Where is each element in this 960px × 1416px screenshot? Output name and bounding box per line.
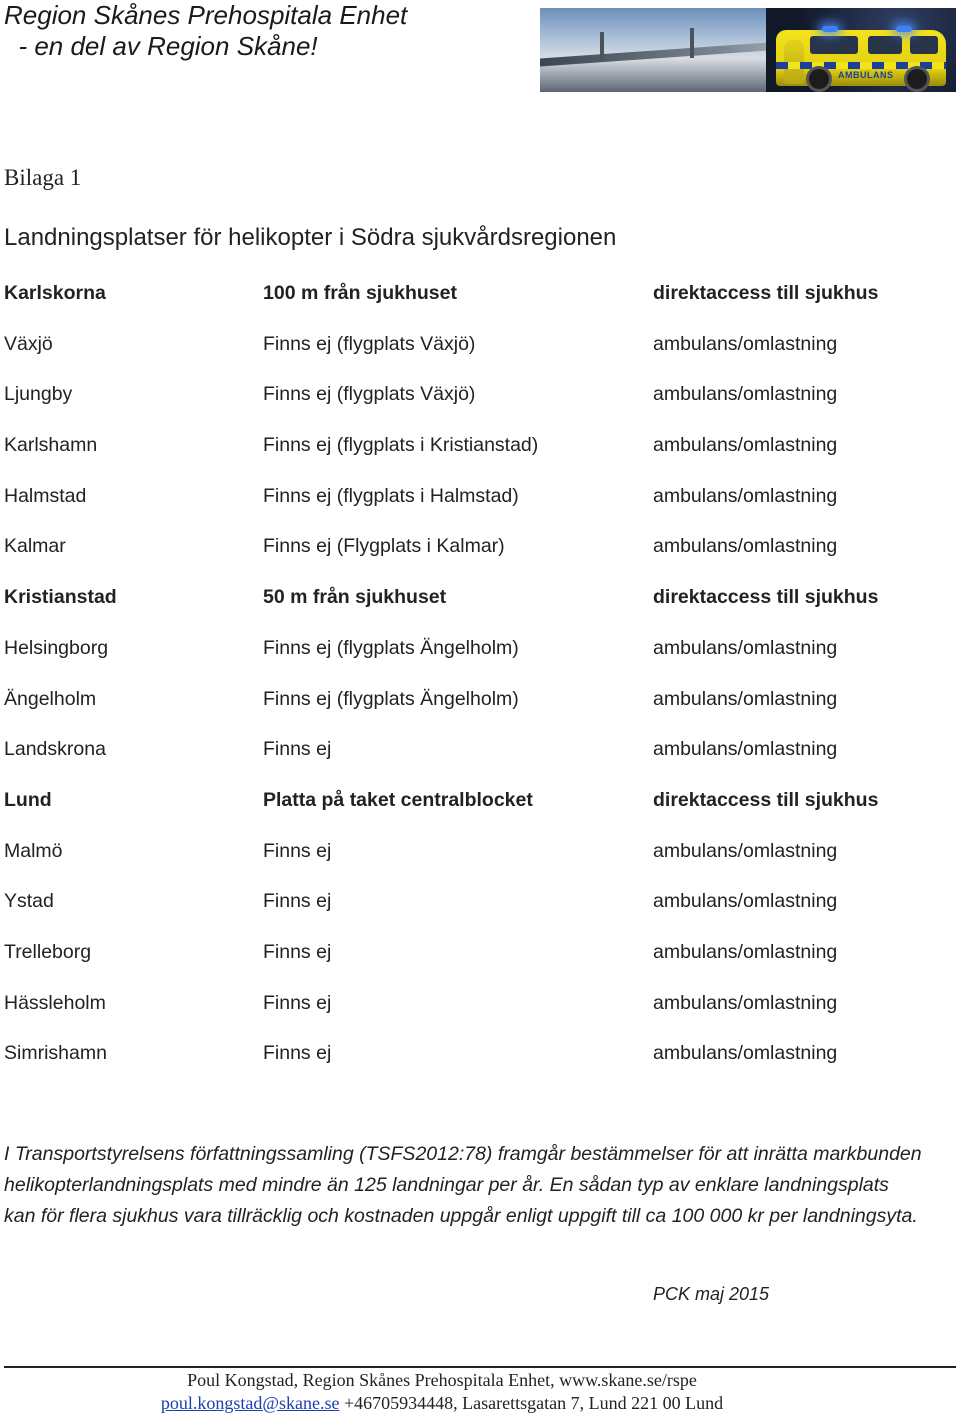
bridge-pylon xyxy=(690,28,694,58)
cell-location: Finns ej (flygplats Ängelholm) xyxy=(263,687,519,710)
page-title: Landningsplatser för helikopter i Södra sjukvårdsregionen xyxy=(4,224,617,251)
cell-access: ambulans/omlastning xyxy=(653,1042,838,1065)
table-row xyxy=(4,329,924,380)
header-title xyxy=(4,0,407,62)
cell-access: ambulans/omlastning xyxy=(653,383,838,406)
cell-access: ambulans/omlastning xyxy=(653,839,838,862)
cell-city: Landskrona xyxy=(4,738,106,761)
cell-access: ambulans/omlastning xyxy=(653,484,838,507)
landing-sites-table xyxy=(4,278,924,1089)
table-row xyxy=(4,886,924,937)
table-row xyxy=(4,785,924,836)
email-link[interactable]: poul.kongstad@skane.se xyxy=(160,1393,340,1413)
siren-light xyxy=(896,26,912,32)
cell-access: ambulans/omlastning xyxy=(653,738,838,761)
cell-access: ambulans/omlastning xyxy=(653,687,838,710)
cell-access: ambulans/omlastning xyxy=(653,991,838,1014)
table-row xyxy=(4,531,924,582)
cell-location: Finns ej (Flygplats i Kalmar) xyxy=(263,535,505,558)
footer-divider xyxy=(4,1366,956,1368)
cell-location: Finns ej xyxy=(263,839,332,862)
signature: PCK maj 2015 xyxy=(653,1284,770,1304)
cell-access: ambulans/omlastning xyxy=(653,636,838,659)
table-row xyxy=(4,836,924,887)
bridge-pylon xyxy=(600,32,604,60)
cell-location: Finns ej xyxy=(263,1042,332,1065)
table-row xyxy=(4,633,924,684)
cell-access: ambulans/omlastning xyxy=(653,434,838,457)
cell-access: direktaccess till sjukhus xyxy=(653,282,879,304)
ambulance-label: AMBULANS xyxy=(838,70,894,80)
cell-city: Ljungby xyxy=(4,383,73,406)
cell-city: Ystad xyxy=(4,890,54,913)
footer-line1: Poul Kongstad, Region Skånes Prehospitala Enhet, www.skane.se/rspe xyxy=(187,1370,697,1390)
cell-location: 50 m från sjukhuset xyxy=(263,586,447,609)
ambulance-window xyxy=(868,36,902,54)
cell-city: Malmö xyxy=(4,839,63,862)
cell-access: direktaccess till sjukhus xyxy=(653,788,879,811)
cell-location: Finns ej (flygplats Ängelholm) xyxy=(263,636,519,659)
table-row xyxy=(4,734,924,785)
cell-location: Finns ej (flygplats Växjö) xyxy=(263,383,476,406)
table-row xyxy=(4,988,924,1039)
cell-location: Platta på taket centralblocket xyxy=(263,788,533,811)
cell-access: direktaccess till sjukhus xyxy=(653,586,879,609)
table-row xyxy=(4,937,924,988)
header-title-line1: Region Skånes Prehospitala Enhet xyxy=(4,0,408,30)
cell-location: Finns ej xyxy=(263,991,332,1014)
table-row xyxy=(4,582,924,633)
wheel-graphic xyxy=(806,66,832,92)
table-row xyxy=(4,1038,924,1089)
header-photo-ambulance-bridge xyxy=(540,8,956,92)
cell-city: Simrishamn xyxy=(4,1042,107,1065)
cell-city: Hässleholm xyxy=(4,991,106,1014)
cell-access: ambulans/omlastning xyxy=(653,332,838,355)
cell-access: ambulans/omlastning xyxy=(653,890,838,913)
cell-city: Helsingborg xyxy=(4,636,109,659)
cell-city: Karlskorna xyxy=(4,282,106,304)
cell-location: Finns ej (flygplats Växjö) xyxy=(263,332,476,355)
header-title-line2: - en del av Region Skåne! xyxy=(4,31,318,61)
table-row xyxy=(4,430,924,481)
cell-city: Karlshamn xyxy=(4,434,98,457)
cell-location: Finns ej (flygplats i Halmstad) xyxy=(263,484,519,507)
table-row xyxy=(4,481,924,532)
cell-city: Ängelholm xyxy=(4,687,97,710)
cell-location: Finns ej (flygplats i Kristianstad) xyxy=(263,434,539,457)
appendix-label: Bilaga 1 xyxy=(4,165,82,190)
cell-location: Finns ej xyxy=(263,738,332,761)
footer xyxy=(0,1369,884,1415)
footer-contact: +46705934448, Lasarettsgatan 7, Lund 221 00 Lund xyxy=(339,1393,724,1413)
cell-city: Växjö xyxy=(4,332,53,355)
cell-location: Finns ej xyxy=(263,940,332,963)
ambulance-window xyxy=(910,36,938,54)
regulation-paragraph: I Transportstyrelsens författningssamling (TSFS2012:78) framgår bestämmelser för att inrätta markbunden helikopterlandningsplats med mindre än 125 landningar per år. En sådan typ av enklare landningsplats kan för flera sjukhus vara tillräcklig och kostnaden uppgår enligt uppgift till ca 100 000 kr per landningsyta. xyxy=(4,1143,922,1227)
wheel-graphic xyxy=(904,66,930,92)
table-row xyxy=(4,278,924,329)
siren-light xyxy=(822,26,838,32)
footer-line2 xyxy=(0,1392,884,1415)
ambulance-window xyxy=(810,36,858,54)
ambulance-graphic xyxy=(776,30,946,86)
cell-city: Kalmar xyxy=(4,535,66,558)
cell-city: Halmstad xyxy=(4,484,87,507)
cell-city: Kristianstad xyxy=(4,586,117,609)
cell-access: ambulans/omlastning xyxy=(653,535,838,558)
table-row xyxy=(4,379,924,430)
cell-access: ambulans/omlastning xyxy=(653,940,838,963)
cell-location: 100 m från sjukhuset xyxy=(263,282,457,304)
table-row xyxy=(4,684,924,735)
cell-location: Finns ej xyxy=(263,890,332,913)
cell-city: Trelleborg xyxy=(4,940,92,963)
cell-city: Lund xyxy=(4,788,52,811)
